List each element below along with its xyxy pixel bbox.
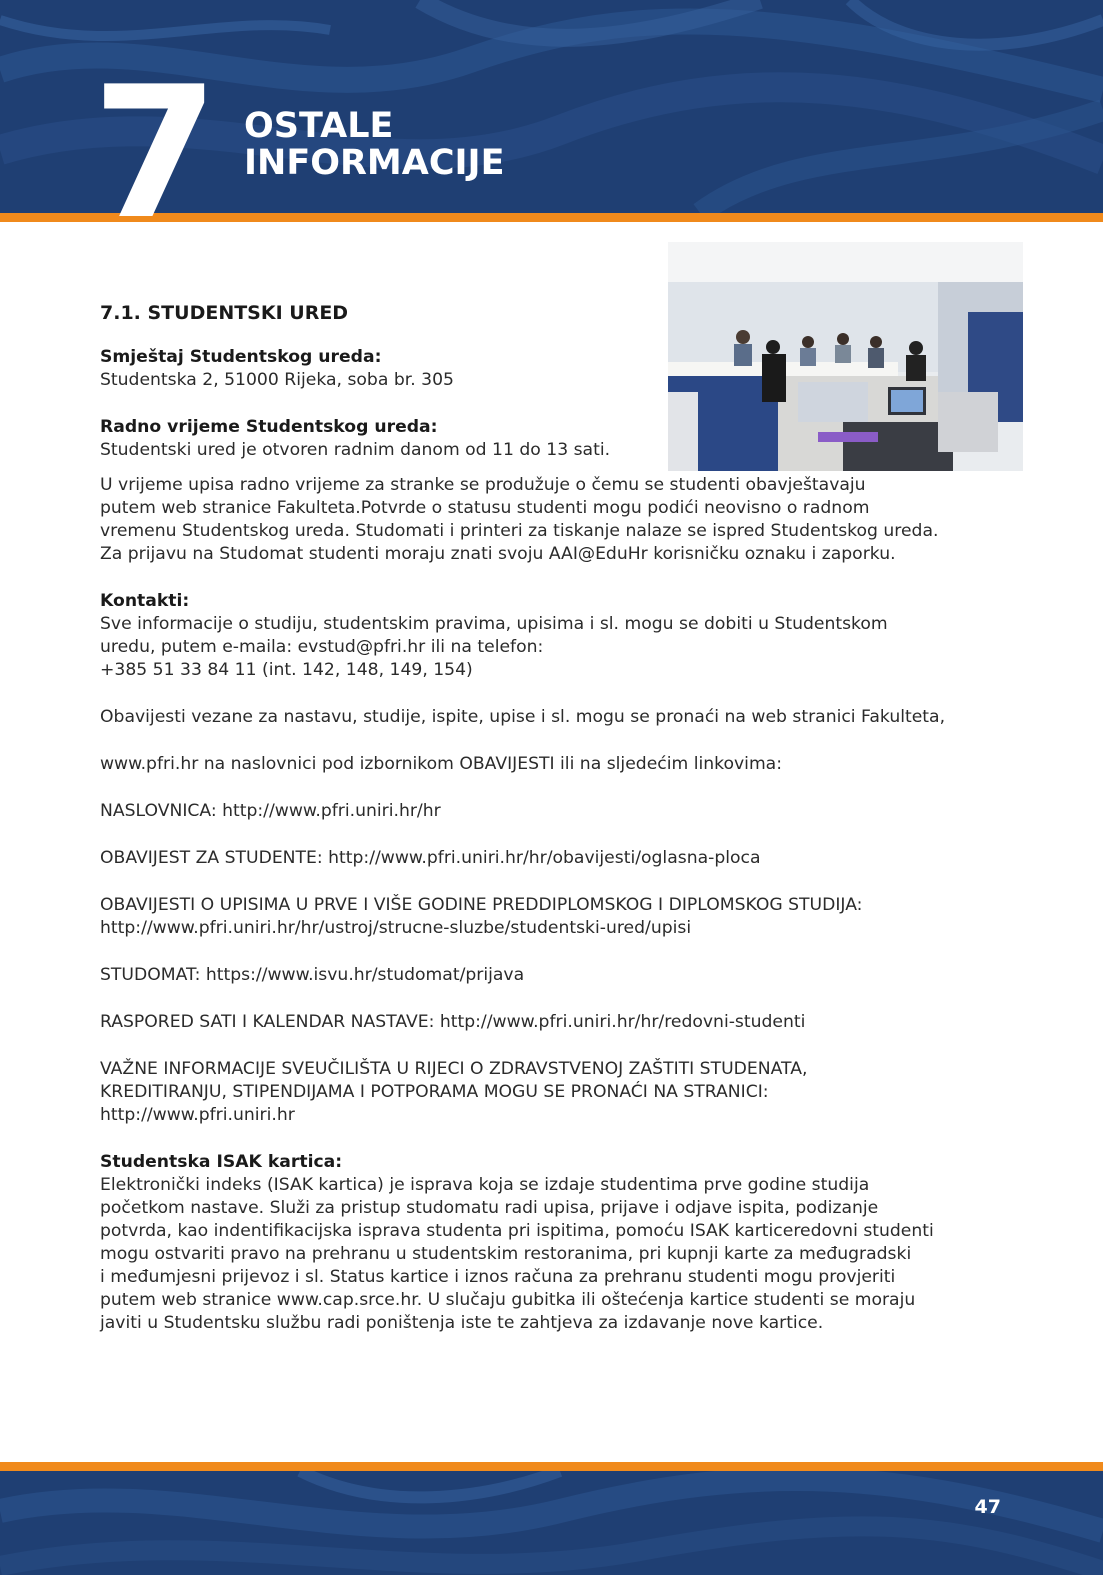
paragraph-line: putem web stranice Fakulteta.Potvrde o statusu studenti mogu podići neovisno o radnom xyxy=(100,498,870,518)
paragraph-line: javiti u Studentsku službu radi poništenja iste te zahtjeva za izdavanje nove kartice. xyxy=(100,1313,824,1333)
link-enrollment[interactable]: http://www.pfri.uniri.hr/hr/ustroj/strucne-sluzbe/studentski-ured/upisi xyxy=(100,918,692,938)
chapter-title xyxy=(244,108,504,182)
notices-line: Obavijesti vezane za nastavu, studije, ispite, upise i sl. mogu se pronaći na web stranici Fakulteta, xyxy=(100,707,946,727)
link-university[interactable]: http://www.pfri.uniri.hr xyxy=(100,1105,295,1125)
paragraph-line: početkom nastave. Služi za pristup studomatu radi upisa, prijave i odjave ispita, podizanje xyxy=(100,1198,879,1218)
paragraph-line: +385 51 33 84 11 (int. 142, 148, 149, 154) xyxy=(100,660,473,680)
paragraph-line: mogu ostvariti pravo na prehranu u studentskim restoranima, pri kupnji karte za međugradski xyxy=(100,1244,912,1264)
link-student-notices[interactable]: OBAVIJEST ZA STUDENTE: http://www.pfri.uniri.hr/hr/obavijesti/oglasna-ploca xyxy=(100,848,761,868)
paragraph-line: VAŽNE INFORMACIJE SVEUČILIŠTA U RIJECI O ZDRAVSTVENOJ ZAŠTITI STUDENATA, xyxy=(100,1059,808,1079)
chapter-number: 7 xyxy=(92,47,213,259)
paragraph-line: uredu, putem e-maila: evstud@pfri.hr ili na telefon: xyxy=(100,637,544,657)
chapter-title-line: INFORMACIJE xyxy=(244,143,505,183)
link-enrollment-title: OBAVIJESTI O UPISIMA U PRVE I VIŠE GODINE PREDDIPLOMSKOG I DIPLOMSKOG STUDIJA: xyxy=(100,895,863,915)
paragraph-line: Elektronički indeks (ISAK kartica) je isprava koja se izdaje studentima prve godine studija xyxy=(100,1175,870,1195)
contacts-paragraph xyxy=(100,613,1020,682)
footer-band xyxy=(0,1471,1103,1575)
paragraph-line: Za prijavu na Studomat studenti moraju znati svoju AAI@EduHr korisničku oznaku i zaporku. xyxy=(100,544,896,564)
paragraph-line: vremenu Studentskog ureda. Studomati i printeri za tiskanje nalaze se ispred Studentskog ureda. xyxy=(100,521,939,541)
paragraph-line: putem web stranice www.cap.srce.hr. U slučaju gubitka ili oštećenja kartice studenti se moraju xyxy=(100,1290,916,1310)
paragraph-line: U vrijeme upisa radno vrijeme za stranke se produžuje o čemu se studenti obavještavaju xyxy=(100,475,866,495)
hours-label: Radno vrijeme Studentskog ureda: xyxy=(100,417,438,437)
wave-pattern xyxy=(0,1471,1103,1575)
paragraph-line: KREDITIRANJU, STIPENDIJAMA I POTPORAMA MOGU SE PRONAĆI NA STRANICI: xyxy=(100,1082,769,1102)
paragraph-line: i međumjesni prijevoz i sl. Status kartice i iznos računa za prehranu studenti mogu provjeriti xyxy=(100,1267,896,1287)
contacts-label: Kontakti: xyxy=(100,591,190,611)
main-content xyxy=(100,300,1020,1335)
footer-orange-stripe xyxy=(0,1462,1103,1471)
notices-line: www.pfri.hr na naslovnici pod izbornikom OBAVIJESTI ili na sljedećim linkovima: xyxy=(100,754,783,774)
isak-label: Studentska ISAK kartica: xyxy=(100,1152,343,1172)
link-studomat[interactable]: STUDOMAT: https://www.isvu.hr/studomat/prijava xyxy=(100,965,525,985)
isak-paragraph xyxy=(100,1174,1020,1335)
location-label: Smještaj Studentskog ureda: xyxy=(100,347,382,367)
section-title: 7.1. STUDENTSKI URED xyxy=(100,302,349,324)
paragraph-line: Sve informacije o studiju, studentskim pravima, upisima i sl. mogu se dobiti u Studentskom xyxy=(100,614,888,634)
location-value: Studentska 2, 51000 Rijeka, soba br. 305 xyxy=(100,370,454,390)
chapter-title-line: OSTALE xyxy=(244,106,394,146)
important-info xyxy=(100,1058,1020,1127)
paragraph-line: potvrda, kao indentifikacijska isprava studenta pri ispitima, pomoću ISAK karticeredovni studenti xyxy=(100,1221,934,1241)
link-schedule[interactable]: RASPORED SATI I KALENDAR NASTAVE: http://www.pfri.uniri.hr/hr/redovni-studenti xyxy=(100,1012,806,1032)
link-homepage[interactable]: NASLOVNICA: http://www.pfri.uniri.hr/hr xyxy=(100,801,441,821)
hours-value: Studentski ured je otvoren radnim danom od 11 do 13 sati. xyxy=(100,440,611,460)
page-number: 47 xyxy=(974,1496,1001,1518)
enrollment-paragraph xyxy=(100,474,1020,566)
